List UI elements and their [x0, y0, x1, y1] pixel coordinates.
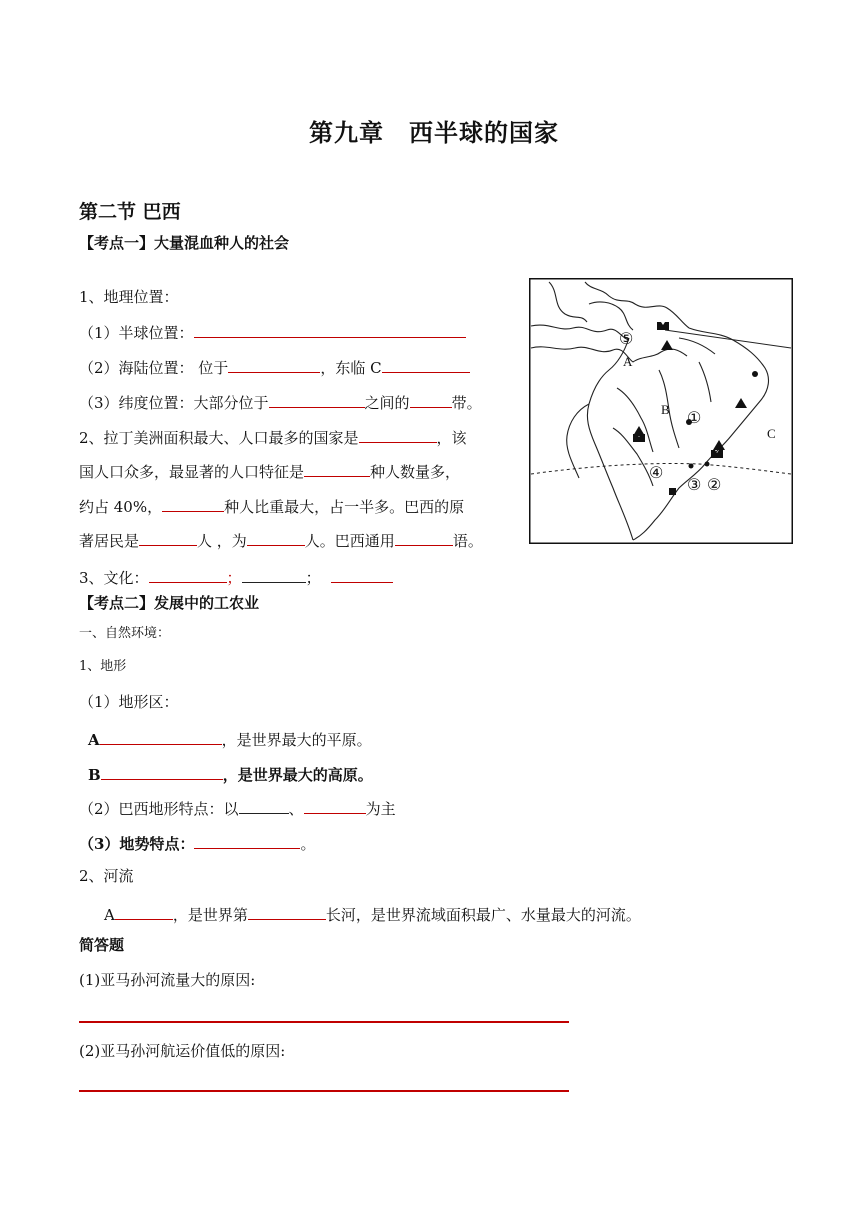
blank-culture-2[interactable] [242, 565, 306, 583]
map-symbol-dot [689, 464, 694, 469]
blank-race-1[interactable] [304, 459, 370, 477]
blank-ocean-c[interactable] [382, 355, 470, 373]
blank-latitude[interactable] [269, 390, 365, 408]
map-mark-4: ④ [649, 465, 664, 482]
map-mark-5: ⑤ [619, 331, 634, 348]
map-mark-1: ① [687, 410, 702, 427]
map-label-a: A [623, 354, 633, 369]
map-symbol-dot [705, 462, 710, 467]
map-symbol-dot [752, 371, 758, 377]
short-q1: (1)亚马孙河流量大的原因: [79, 971, 256, 989]
blank-continent[interactable] [228, 355, 320, 373]
short-q2: (2)亚马孙河航运价值低的原因: [79, 1042, 286, 1060]
blank-culture-1[interactable] [149, 565, 227, 583]
blank-culture-3[interactable] [331, 565, 393, 583]
kp1-q1: 1、地理位置： [79, 288, 179, 306]
kp2-natural: 一、自然环境： [79, 626, 171, 641]
kp2-heading: 【考点二】发展中的工农业 [79, 594, 260, 612]
blank-zone[interactable] [410, 390, 452, 408]
kp2-terrain: 1、地形 [79, 659, 127, 674]
kp2-river-a: A ，是世界第 长河，是世界流域面积最广、水量最大的河流。 [104, 902, 641, 925]
kp2-tb: B ，是世界最大的高原。 [88, 762, 373, 785]
map-label-c: C [767, 426, 776, 441]
kp1-q1-1: （1）半球位置： [79, 320, 466, 343]
kp1-q3: 3、文化： ； ； [79, 565, 393, 588]
short-heading: 简答题 [79, 936, 125, 954]
blank-terrain-1[interactable] [239, 796, 289, 814]
kp2-river: 2、河流 [79, 867, 134, 885]
kp1-q2-line3: 约占 40%， 种人比重最大，占一半多。巴西的原 [79, 494, 464, 517]
blank-plateau[interactable] [101, 762, 223, 780]
blank-plain[interactable] [100, 727, 222, 745]
blank-hemisphere[interactable] [194, 320, 466, 338]
answer-line-2[interactable] [79, 1090, 569, 1092]
brazil-map [529, 278, 793, 544]
kp1-q2-line1: 2、拉丁美洲面积最大、人口最多的国家是 ，该 [79, 425, 467, 448]
map-label-b: B [661, 402, 670, 417]
kp1-q1-2: （2）海陆位置： 位于 ，东临 C [79, 355, 470, 378]
map-mark-2: ② [707, 477, 722, 494]
kp1-heading: 【考点一】大量混血种人的社会 [79, 234, 290, 252]
blank-race-3[interactable] [247, 528, 305, 546]
kp1-q2-line2: 国人口众多，最显著的人口特征是 种人数量多， [79, 459, 460, 482]
blank-race-2[interactable] [162, 494, 224, 512]
kp1-q1-3: （3）纬度位置：大部分位于 之间的 带。 [79, 390, 482, 413]
blank-native[interactable] [139, 528, 197, 546]
map-symbol-square [669, 488, 676, 495]
blank-elevation[interactable] [194, 831, 300, 849]
kp1-q2-line4: 著居民是 人 ，为 人。巴西通用 语。 [79, 528, 483, 551]
blank-terrain-2[interactable] [304, 796, 366, 814]
map-mark-3: ③ [687, 477, 702, 494]
kp2-t3: （3）地势特点： 。 [79, 831, 315, 854]
blank-river-rank[interactable] [248, 902, 326, 920]
blank-language[interactable] [395, 528, 453, 546]
answer-line-1[interactable] [79, 1021, 569, 1023]
section-title: 第二节 巴西 [79, 201, 181, 223]
blank-river-name[interactable] [115, 902, 173, 920]
blank-country[interactable] [359, 425, 437, 443]
page-title: 第九章 西半球的国家 [309, 118, 559, 147]
kp2-t2: （2）巴西地形特点：以 、 为主 [79, 796, 396, 819]
kp2-ta: A ，是世界最大的平原。 [88, 727, 372, 750]
kp2-t1: （1）地形区： [79, 693, 179, 711]
